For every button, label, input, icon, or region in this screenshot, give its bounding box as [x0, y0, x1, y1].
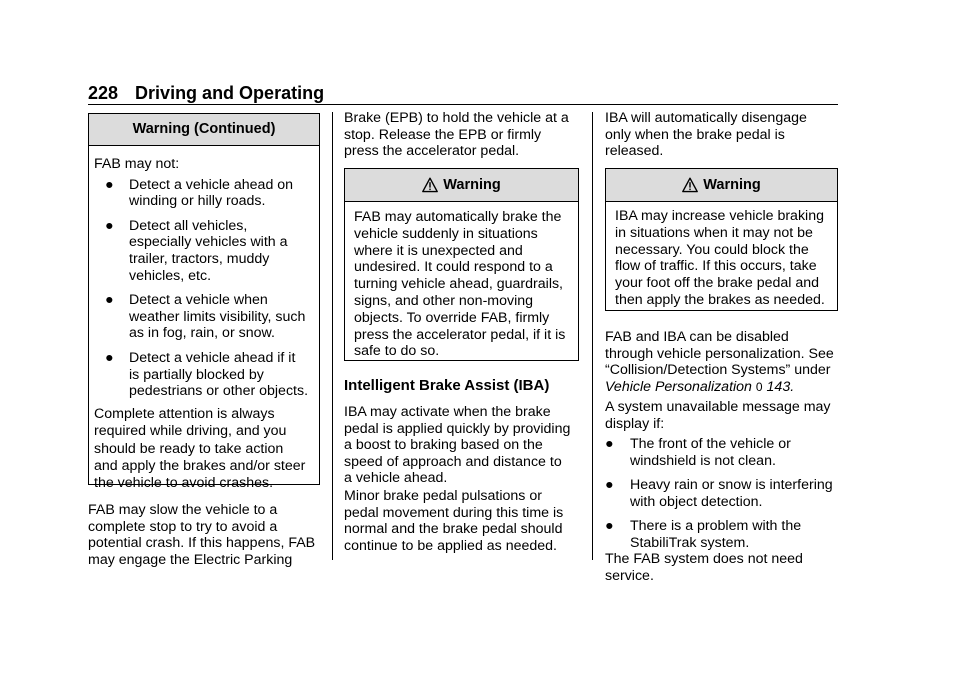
warning-line: turning vehicle ahead, guardrails,	[354, 276, 564, 293]
bullet-line: StabiliTrak system.	[630, 534, 750, 551]
bullet-line: pedestrians or other objects.	[129, 383, 309, 400]
warning-title: Warning	[443, 176, 501, 193]
warning-line: the vehicle to avoid crashes.	[94, 475, 274, 492]
warning-line: Complete attention is always	[94, 405, 275, 422]
warning-closing	[94, 406, 315, 493]
bullet-line: The front of the vehicle or	[630, 436, 791, 452]
warning-line: press the accelerator pedal, if it is	[354, 326, 566, 343]
warning-line: should be ready to take action	[94, 440, 284, 457]
bullet-line: especially vehicles with a	[129, 234, 288, 251]
paragraph-line: a boost to braking based on the	[344, 437, 543, 454]
bullet-line: vehicles, etc.	[129, 267, 212, 284]
warning-title: Warning	[703, 176, 761, 193]
iba-heading: Intelligent Brake Assist (IBA)	[344, 377, 550, 394]
paragraph-line: “Collision/Detection Systems” under	[605, 362, 831, 379]
warning-line: objects. To override FAB, firmly	[354, 309, 550, 326]
bullet-line: is partially blocked by	[129, 366, 264, 383]
paragraph-line: may engage the Electric Parking	[88, 551, 293, 568]
bullet-line: winding or hilly roads.	[129, 193, 266, 210]
iba-paragraph-2	[344, 488, 584, 554]
warning-triangle-icon	[422, 177, 438, 193]
warning-bullet	[94, 218, 315, 284]
warning-line: required while driving, and you	[94, 423, 287, 440]
bullet-line: Detect all vehicles,	[129, 217, 248, 234]
warning-line: flow of traffic. If this occurs, take	[615, 258, 817, 275]
paragraph-line: continue to be applied as needed.	[344, 537, 557, 554]
paragraph-line: complete stop to try to avoid a	[88, 518, 278, 535]
warning-bullet	[94, 292, 315, 342]
bullet-line: Detect a vehicle when	[129, 292, 268, 309]
paragraph-line: press the accelerator pedal.	[344, 143, 520, 160]
warning-bullet	[94, 350, 315, 400]
bullet-line: with object detection.	[630, 493, 763, 510]
paragraph-line: pedal movement during this time is	[344, 504, 564, 521]
disable-paragraph	[605, 329, 845, 395]
paragraph-line: FAB and IBA can be disabled	[605, 329, 789, 345]
warning-box-fab	[344, 168, 579, 361]
warning-intro: FAB may not:	[94, 156, 180, 172]
iba-disengage-paragraph	[605, 110, 845, 160]
warning-header	[345, 169, 578, 202]
unavailable-bullets	[605, 436, 845, 552]
warning-box-iba	[605, 168, 838, 311]
bullet-icon: ●	[105, 217, 114, 234]
paragraph-line: service.	[605, 567, 654, 584]
warning-line: then apply the brakes as needed.	[615, 291, 825, 308]
column-divider-1	[332, 112, 333, 560]
page-header	[88, 82, 324, 104]
reference-link[interactable]: Vehicle Personalization	[605, 378, 752, 395]
unavailable-paragraph	[605, 399, 845, 432]
paragraph-line: A system unavailable message may	[605, 399, 831, 415]
bullet-icon: ●	[105, 176, 114, 193]
bullet-line: There is a problem with the	[630, 518, 802, 535]
warning-line: IBA may increase vehicle braking	[615, 208, 824, 224]
personalization-reference	[605, 379, 845, 396]
fab-slow-paragraph	[88, 502, 328, 568]
warning-bullet	[94, 177, 315, 210]
bullet-line: trailer, tractors, muddy	[129, 250, 270, 267]
paragraph-line: stop. Release the EPB or firmly	[344, 126, 542, 143]
bullet-line: Detect a vehicle ahead if it	[129, 349, 296, 366]
page-ref-icon: 0	[755, 379, 763, 394]
paragraph-line: speed of approach and distance to	[344, 453, 562, 470]
paragraph-line: IBA may activate when the brake	[344, 404, 551, 420]
paragraph-line: FAB may slow the vehicle to a	[88, 502, 278, 518]
warning-line: where it is unexpected and	[354, 242, 523, 259]
warning-triangle-icon	[682, 177, 698, 193]
reference-page[interactable]: 143.	[766, 378, 795, 395]
paragraph-line: display if:	[605, 415, 665, 432]
paragraph-line: The FAB system does not need	[605, 551, 803, 567]
paragraph-line: Brake (EPB) to hold the vehicle at a	[344, 110, 569, 126]
paragraph-line: pedal is applied quickly by providing	[344, 420, 571, 437]
warning-line: vehicle suddenly in situations	[354, 225, 538, 242]
bullet-line: as in fog, rain, or snow.	[129, 325, 275, 342]
bullet-line: windshield is not clean.	[630, 452, 776, 469]
warning-line: in situations when it may not be	[615, 224, 813, 241]
warning-line: and apply the brakes and/or steer	[94, 457, 306, 474]
paragraph-line: IBA will automatically disengage	[605, 110, 807, 126]
paragraph-line: released.	[605, 143, 664, 160]
list-item	[605, 477, 845, 510]
list-item	[605, 436, 845, 469]
list-item	[605, 518, 845, 551]
bullet-line: Detect a vehicle ahead on	[129, 176, 294, 193]
warning-box-continued	[88, 113, 320, 492]
paragraph-line: Minor brake pedal pulsations or	[344, 488, 542, 504]
warning-line: necessary. You could block the	[615, 241, 809, 258]
warning-line: safe to do so.	[354, 343, 440, 360]
warning-line: FAB may automatically brake the	[354, 209, 562, 225]
paragraph-line: through vehicle personalization. See	[605, 345, 834, 362]
bullet-line: Heavy rain or snow is interfering	[630, 477, 833, 494]
column-divider-2	[592, 112, 593, 560]
page-number: 228	[88, 83, 119, 103]
warning-header	[606, 169, 837, 202]
section-title: Driving and Operating	[135, 83, 325, 103]
epb-continuation	[344, 110, 584, 160]
bullet-icon: ●	[105, 292, 114, 309]
paragraph-line: only when the brake pedal is	[605, 126, 785, 143]
paragraph-line: a vehicle ahead.	[344, 470, 448, 487]
no-service-paragraph	[605, 551, 845, 584]
bullet-line: weather limits visibility, such	[129, 308, 306, 325]
bullet-icon: ●	[605, 477, 614, 494]
warning-line: undesired. It could respond to a	[354, 259, 553, 276]
warning-line: signs, and other non-moving	[354, 292, 534, 309]
paragraph-line: potential crash. If this happens, FAB	[88, 535, 316, 552]
bullet-icon: ●	[105, 349, 114, 366]
header-rule	[88, 104, 838, 105]
iba-paragraph-1	[344, 404, 584, 487]
bullet-icon: ●	[605, 518, 614, 535]
paragraph-line: normal and the brake pedal should	[344, 521, 563, 538]
warning-line: your foot off the brake pedal and	[615, 275, 820, 292]
warning-title: Warning (Continued)	[89, 114, 319, 146]
bullet-icon: ●	[605, 436, 614, 452]
